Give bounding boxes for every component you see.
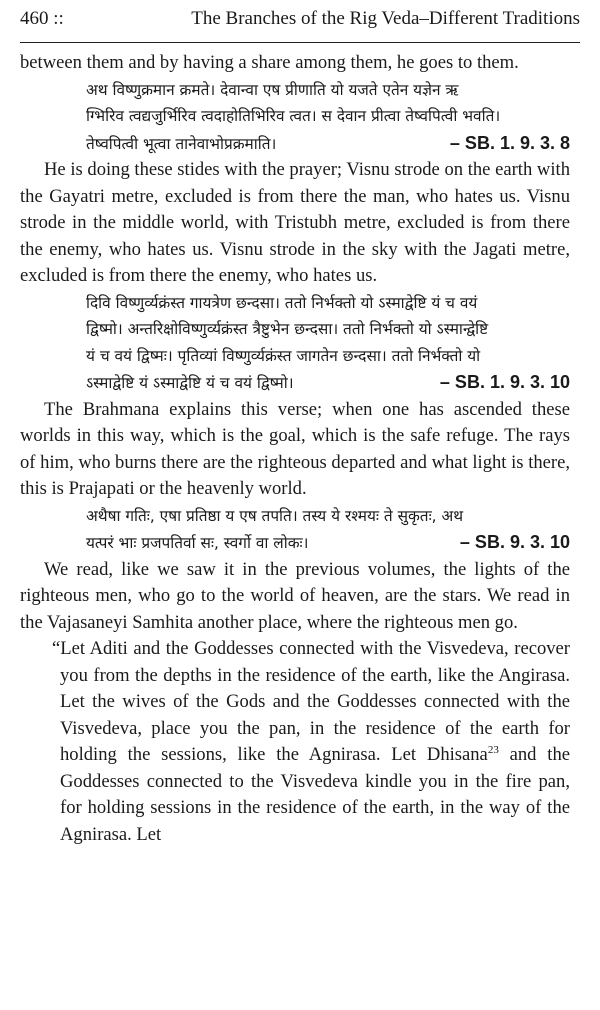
sanskrit-line: तेष्वपित्वी भूत्वा तानेवाभोप्रक्रमाति। (86, 134, 277, 153)
paragraph-2: He is doing these stides with the prayer; Visnu strode on the earth with the Gayatri metre, excluded is from there the man, who hates us. Visnu strode in the middle world, with Tristubh metre, excluded is from there the enemy, who hates us. Visnu strode in the sky with the Jagati metre, excluded is from there the enemy, who hates us. (20, 159, 570, 286)
sanskrit-line: ग्भिरिव त्वद्यजुर्भिरिव त्वदाहोतिभिरिव त्वत। स देवान प्रीत्वा तेष्वपित्वी भवति। (86, 107, 501, 125)
block-quote (20, 636, 570, 848)
header-rule (20, 42, 580, 43)
page-body (20, 50, 570, 848)
paragraph-4: We read, like we saw it in the previous volumes, the lights of the righteous men, who go to the world of heaven, are the stars. We read in the Vajasaneyi Samhita another place, where the righteous men go. (20, 558, 570, 633)
sanskrit-line: अथैषा गतिः, एषा प्रतिष्ठा य एष तपति। तस्य ये रश्मयः ते सुकृतः, अथ (86, 506, 464, 525)
sanskrit-verse-1 (20, 77, 570, 158)
quote-text: and the Goddesses connected to the Visvedeva kindle you in the fire pan, for holding sessions in the residence of the earth, in the way of the Agnirasa. Let (60, 744, 570, 845)
sanskrit-line: यत्परं भाः प्रजपतिर्वा सः, स्वर्गो वा लोकः। (86, 534, 309, 552)
page-number: 460 :: (20, 8, 64, 29)
sanskrit-line: द्विष्मो। अन्तरिक्षोविष्णुर्व्यक्रंस्त त्रैष्टुभेन छन्दसा। ततो निर्भक्तो यो ऽस्मान्द्वेष्टि (86, 320, 489, 338)
sanskrit-line-with-reference (86, 130, 570, 158)
running-title: The Branches of the Rig Veda–Different Traditions (191, 8, 580, 29)
verse-reference: – SB. 1. 9. 3. 8 (449, 132, 570, 153)
sanskrit-verse-3 (20, 503, 570, 557)
verse-reference: – SB. 9. 3. 10 (459, 532, 570, 552)
sanskrit-line-with-reference (86, 369, 570, 397)
page-header (20, 8, 580, 42)
quote-text: “Let Aditi and the Goddesses connected with the Visvedeva, recover you from the depths in the residence of the earth, like the Angirasa. Let the wives of the Gods and the Goddesses connected with the Visvedeva, place you the pan, in the residence of the earth for holding the sessions, like the Agnirasa. Let Dhisana (52, 638, 570, 765)
paragraph-3: The Brahmana explains this verse; when one has ascended these worlds in this way, which is the goal, which is the safe refuge. The rays of him, who burns there are the righteous departed and what light is there, this is Prajapati or the heavenly world. (20, 398, 570, 499)
paragraph-1: between them and by having a share among them, he goes to them. (20, 52, 519, 73)
sanskrit-line: ऽस्माद्वेष्टि यं ऽस्माद्वेष्टि यं च वयं द्विष्मो। (86, 374, 294, 392)
sanskrit-verse-2 (20, 290, 570, 397)
sanskrit-line: यं च वयं द्विष्मः। पृतिव्यां विष्णुर्व्यक्रंस्त जागतेन छन्दसा। ततो निर्भक्तो यो (86, 346, 481, 365)
sanskrit-line: अथ विष्णुक्रमान क्रमते। देवान्वा एष प्रीणाति यो यजते एतेन यज्ञेन ऋ (86, 80, 459, 99)
verse-reference: – SB. 1. 9. 3. 10 (439, 372, 570, 392)
sanskrit-line-with-reference (86, 529, 570, 557)
sanskrit-line: दिवि विष्णुर्व्यक्रंस्त गायत्रेण छन्दसा। ततो निर्भक्तो यो ऽस्माद्वेष्टि यं च वयं (86, 293, 478, 312)
footnote-marker: 23 (487, 743, 499, 756)
